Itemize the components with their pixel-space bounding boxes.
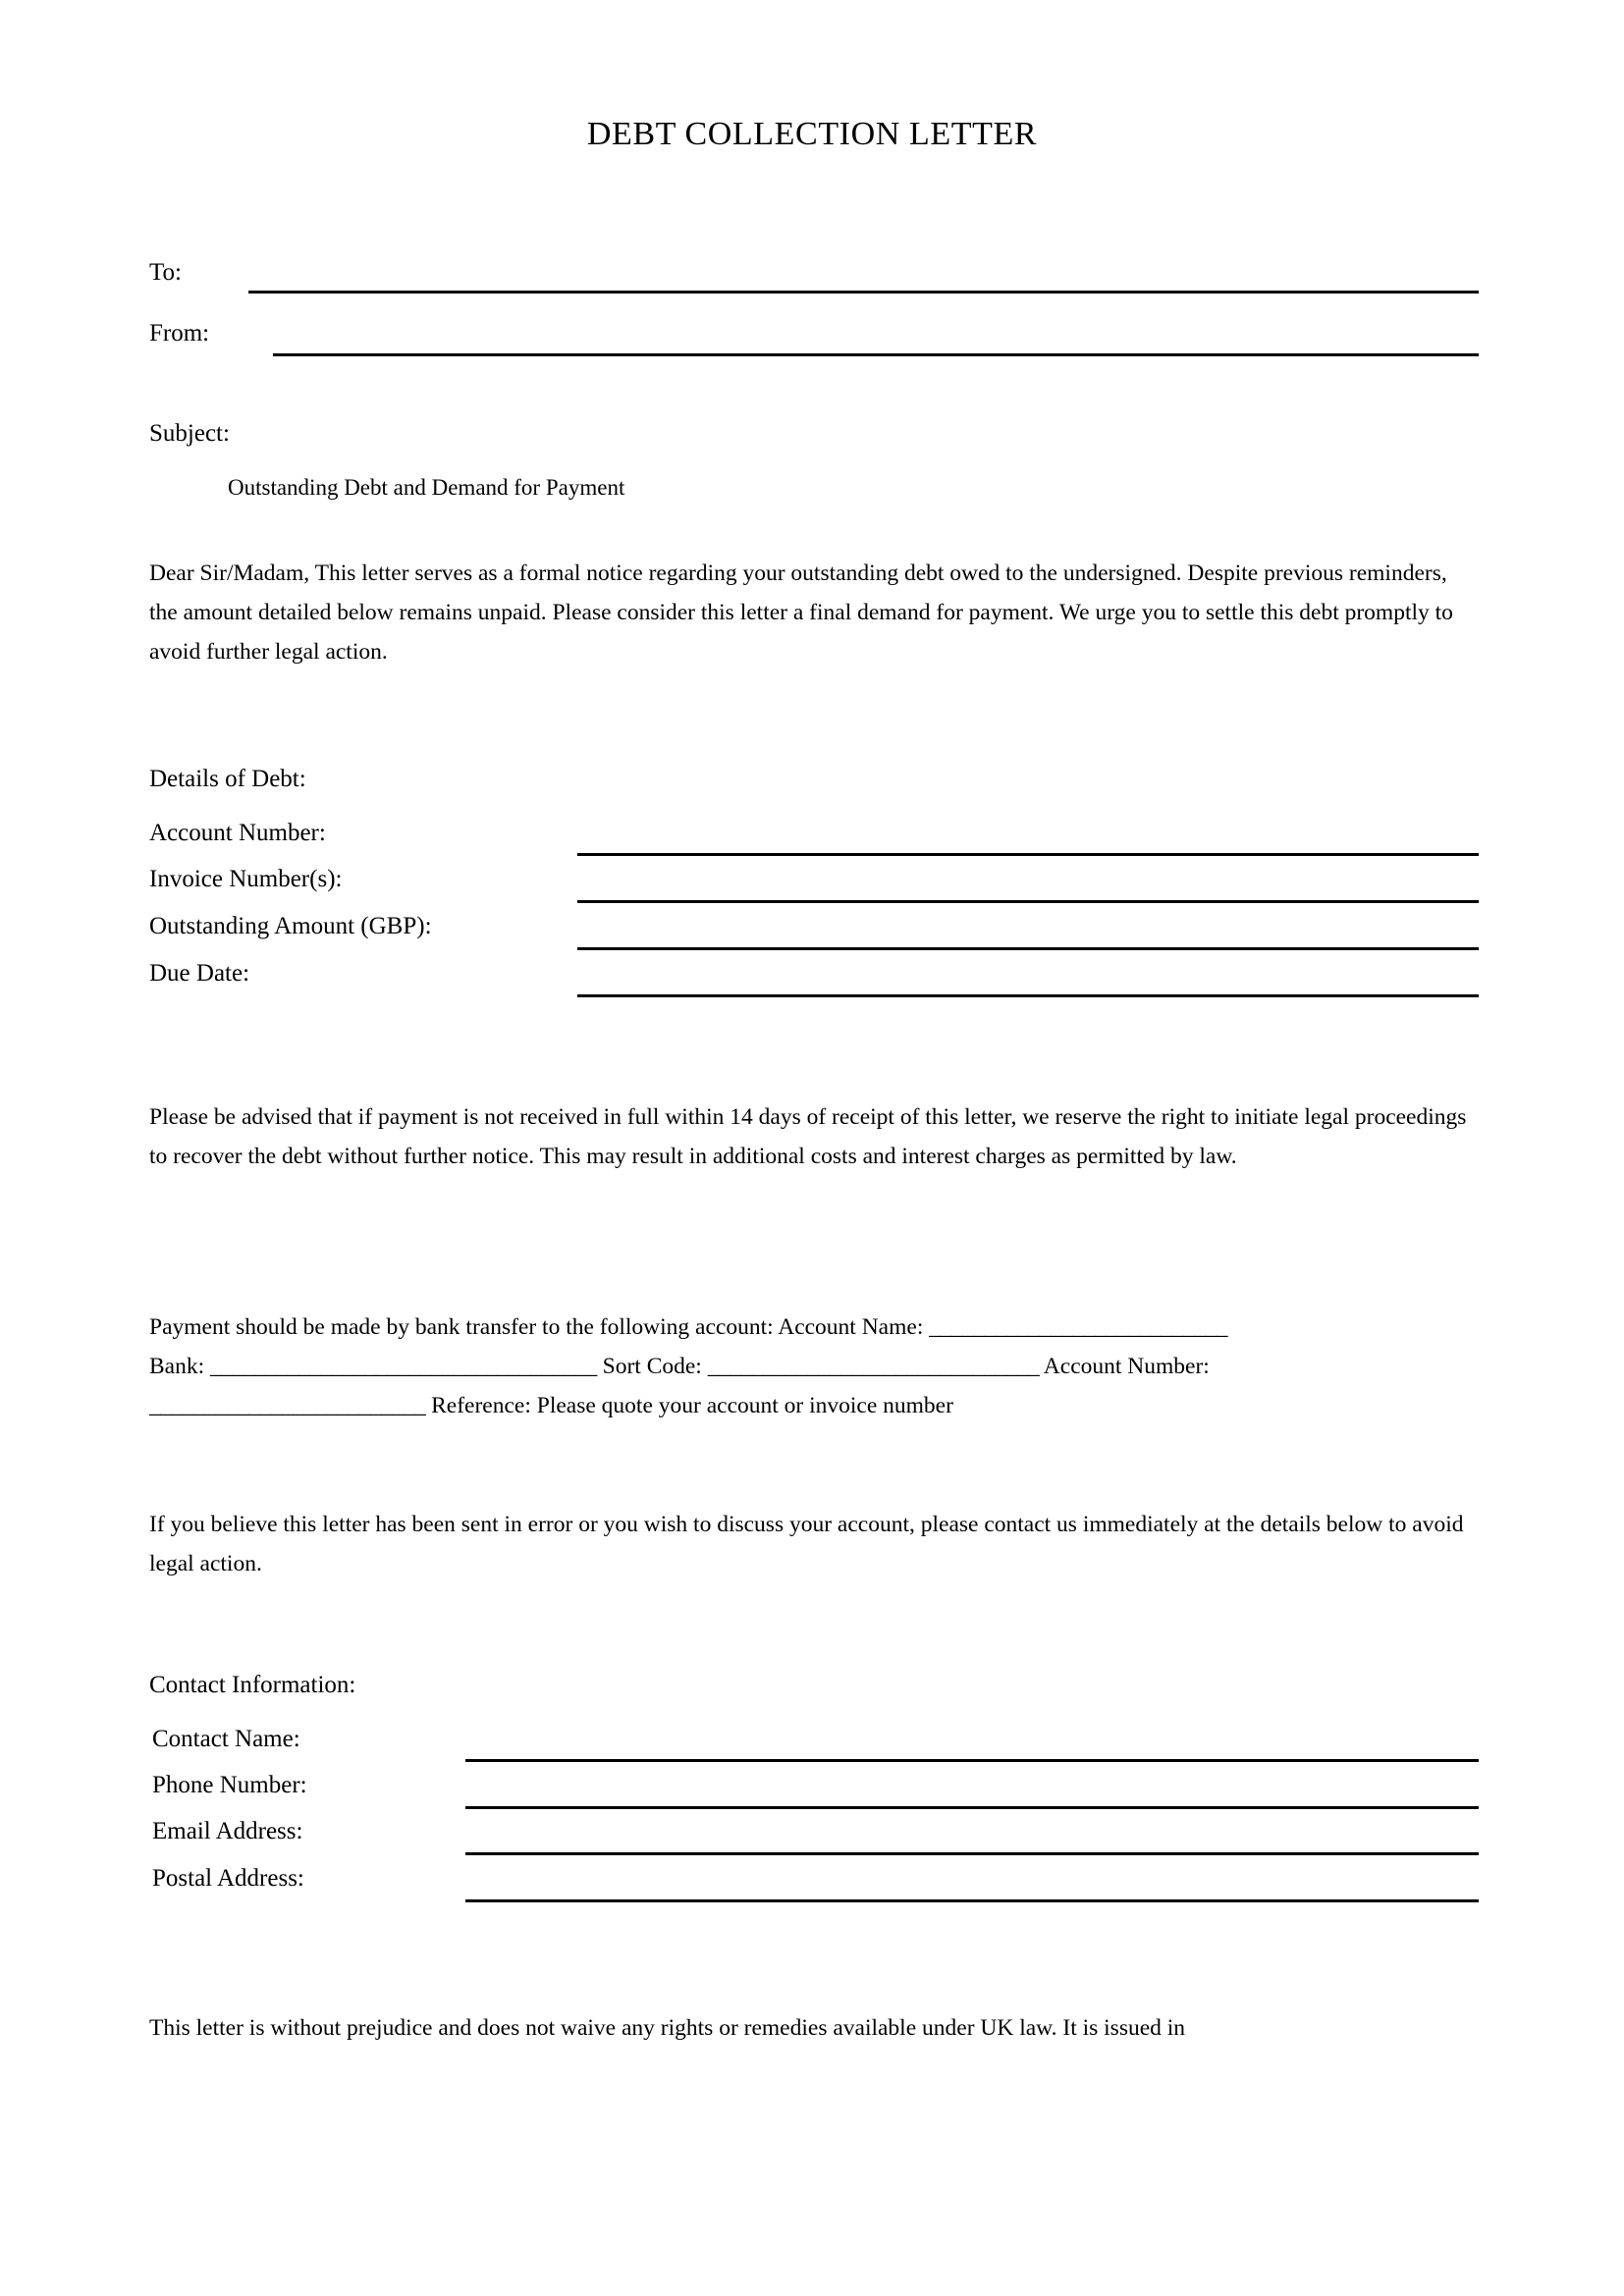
- invoice-number-input-rule[interactable]: [577, 900, 1479, 903]
- bank-label: Bank:: [149, 1354, 205, 1379]
- from-field-label: From:: [149, 320, 210, 347]
- email-address-input-rule[interactable]: [465, 1852, 1479, 1855]
- to-field-input-rule[interactable]: [248, 291, 1479, 294]
- due-date-label: Due Date:: [149, 960, 250, 987]
- outstanding-amount-input-rule[interactable]: [577, 947, 1479, 950]
- legal-notice-paragraph: Please be advised that if payment is not received in full within 14 days of receipt of this letter, we reserve the right to initiate legal proceedings to recover the debt without further notice. This may result in additional costs and interest charges as permitted by law.: [149, 1104, 1467, 1169]
- debt-details-heading: Details of Debt:: [149, 766, 306, 792]
- account-name-blank[interactable]: ___________________________: [929, 1314, 1227, 1340]
- sort-code-label: Sort Code:: [602, 1354, 702, 1379]
- bank-account-number-blank[interactable]: _________________________: [149, 1393, 426, 1418]
- sort-code-blank[interactable]: ______________________________: [707, 1354, 1040, 1379]
- postal-address-input-rule[interactable]: [465, 1899, 1479, 1902]
- email-address-label: Email Address:: [152, 1818, 303, 1844]
- phone-number-label: Phone Number:: [152, 1772, 307, 1798]
- contact-name-label: Contact Name:: [152, 1726, 300, 1752]
- postal-address-label: Postal Address:: [152, 1865, 304, 1892]
- from-field-input-rule[interactable]: [273, 353, 1479, 356]
- phone-number-input-rule[interactable]: [465, 1806, 1479, 1809]
- bank-account-number-label: Account Number:: [1043, 1354, 1210, 1379]
- invoice-number-label: Invoice Number(s):: [149, 866, 343, 892]
- intro-paragraph: Dear Sir/Madam, This letter serves as a formal notice regarding your outstanding debt owed to the undersigned. Despite previous reminders, the amount detailed below remains unpaid. Please consider this letter a final demand for payment. We urge you to settle this debt promptly to avoid further legal action.: [149, 561, 1453, 665]
- bank-blank[interactable]: ___________________________________: [210, 1354, 597, 1379]
- due-date-input-rule[interactable]: [577, 994, 1479, 997]
- account-number-label: Account Number:: [149, 820, 326, 846]
- payment-instructions-prefix: Payment should be made by bank transfer to the following account: Account Name:: [149, 1314, 924, 1340]
- outstanding-amount-label: Outstanding Amount (GBP):: [149, 913, 432, 939]
- error-contact-paragraph: If you believe this letter has been sent in error or you wish to discuss your account, please contact us immediately at the details below to avoid legal action.: [149, 1512, 1464, 1576]
- payment-reference-note: Reference: Please quote your account or invoice number: [431, 1393, 953, 1418]
- account-number-input-rule[interactable]: [577, 853, 1479, 856]
- page-title: DEBT COLLECTION LETTER: [586, 116, 1038, 152]
- subject-label: Subject:: [149, 420, 230, 447]
- payment-instructions-block: [149, 1308, 1485, 1425]
- closing-paragraph: This letter is without prejudice and does not waive any rights or remedies available under UK law. It is issued in: [149, 2015, 1186, 2041]
- contact-name-input-rule[interactable]: [465, 1759, 1479, 1762]
- to-field-label: To:: [149, 259, 182, 286]
- subject-value: Outstanding Debt and Demand for Payment: [228, 475, 625, 500]
- contact-information-heading: Contact Information:: [149, 1672, 356, 1698]
